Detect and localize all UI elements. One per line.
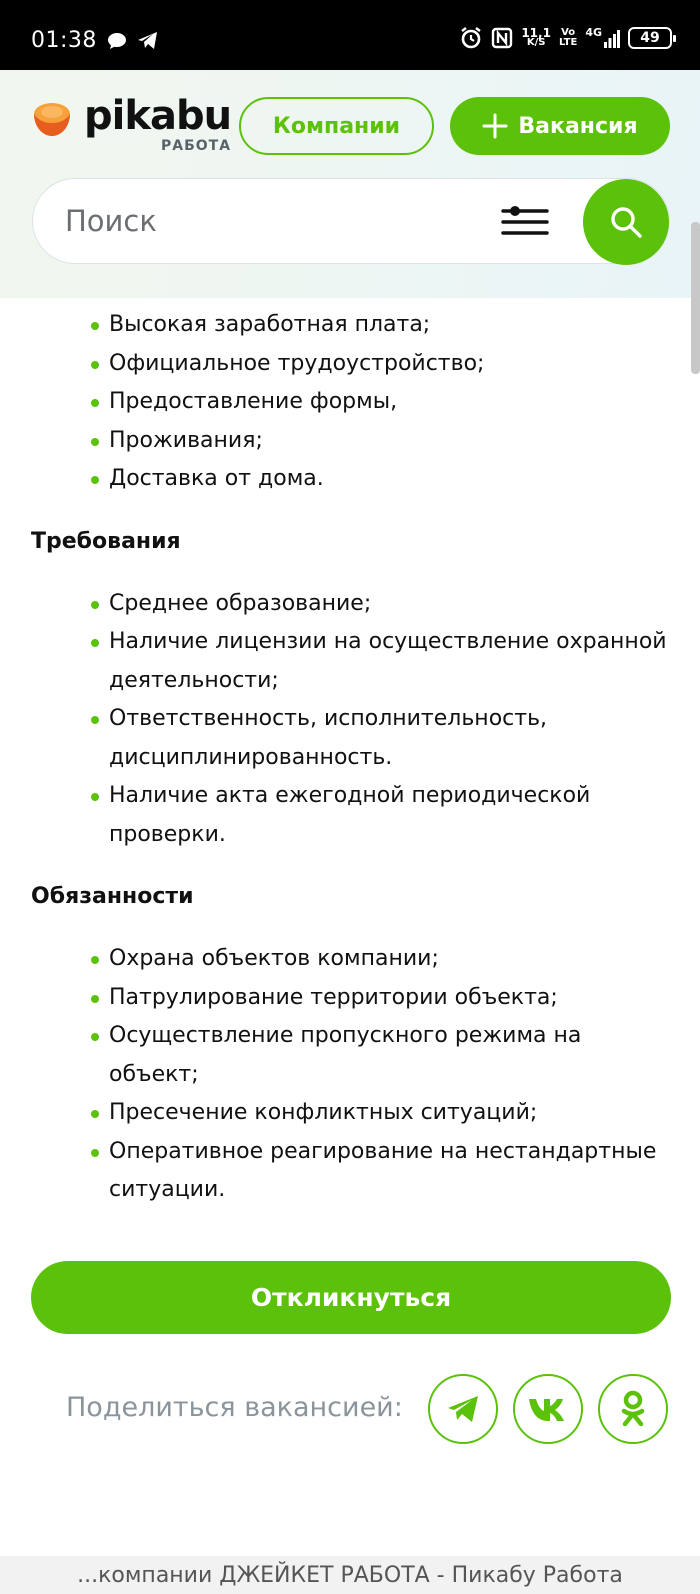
list-item: Пресечение конфликтных ситуаций;	[109, 1094, 671, 1133]
list-item: Наличие лицензии на осуществление охранной деятельности;	[109, 623, 671, 700]
requirements-title: Требования	[31, 528, 181, 554]
list-item: Доставка от дома.	[109, 460, 671, 499]
list-item: Высокая заработная плата;	[109, 306, 671, 345]
list-item: Проживания;	[109, 422, 671, 461]
status-bar	[0, 0, 700, 70]
site-header	[0, 70, 700, 298]
status-left	[31, 28, 159, 53]
logo-subtitle: РАБОТА	[160, 138, 232, 154]
logo[interactable]	[30, 93, 232, 154]
odnoklassniki-icon	[620, 1390, 646, 1428]
search-button[interactable]	[583, 179, 669, 265]
logo-text	[84, 93, 232, 154]
list-item: Наличие акта ежегодной периодической проверки.	[109, 777, 671, 854]
battery-level: 49	[640, 30, 660, 46]
telegram-icon	[137, 31, 159, 51]
duties-list	[31, 940, 671, 1210]
add-vacancy-button[interactable]	[450, 97, 670, 155]
filter-icon[interactable]	[501, 203, 549, 241]
page-scrollbar[interactable]	[691, 222, 700, 374]
page-title-bar	[0, 1556, 700, 1594]
share-telegram-button[interactable]	[428, 1374, 498, 1444]
companies-label: Компании	[272, 113, 401, 139]
vacancy-label: Вакансия	[518, 113, 638, 139]
search-box	[32, 178, 670, 264]
net-speed-unit: K/S	[526, 37, 546, 48]
list-item: Оперативное реагирование на нестандартные ситуации.	[109, 1133, 671, 1210]
share-label: Поделиться вакансией:	[66, 1392, 403, 1423]
pikabu-logo-icon	[30, 98, 74, 142]
vk-icon	[528, 1397, 568, 1421]
volte-indicator	[559, 28, 577, 48]
search-input[interactable]	[65, 201, 485, 241]
companies-button[interactable]	[239, 97, 434, 155]
requirements-list	[31, 585, 671, 855]
net-speed	[521, 28, 551, 48]
plus-icon	[482, 113, 508, 139]
logo-name: pikabu	[84, 93, 232, 139]
network-type: 4G	[585, 26, 602, 39]
status-time: 01:38	[31, 28, 97, 53]
chat-bubble-icon	[107, 32, 127, 50]
list-item: Осуществление пропускного режима на объект;	[109, 1017, 671, 1094]
nfc-icon	[491, 27, 513, 49]
list-item: Охрана объектов компании;	[109, 940, 671, 979]
alarm-icon	[459, 26, 483, 50]
share-ok-button[interactable]	[598, 1374, 668, 1444]
signal-bars-icon	[604, 28, 620, 48]
apply-label: Откликнуться	[250, 1283, 452, 1312]
page-title: ...компании ДЖЕЙКЕТ РАБОТА - Пикабу Работа	[77, 1562, 623, 1588]
vacancy-description	[31, 298, 671, 1210]
search-icon	[608, 204, 644, 240]
battery-icon	[628, 27, 672, 49]
list-item: Предоставление формы,	[109, 383, 671, 422]
signal-indicator	[585, 28, 620, 48]
list-item: Официальное трудоустройство;	[109, 345, 671, 384]
apply-button[interactable]	[31, 1261, 671, 1334]
status-right	[459, 26, 672, 50]
telegram-icon	[446, 1394, 480, 1424]
net-speed-value: 11,1	[521, 26, 551, 40]
list-item: Патрулирование территории объекта;	[109, 979, 671, 1018]
duties-title: Обязанности	[31, 884, 194, 909]
conditions-list	[31, 306, 671, 499]
share-vk-button[interactable]	[513, 1374, 583, 1444]
list-item: Среднее образование;	[109, 585, 671, 624]
list-item: Ответственность, исполнительность, дисциплинированность.	[109, 700, 671, 777]
volte-top: Vo	[561, 27, 576, 38]
volte-bottom: LTE	[558, 37, 578, 48]
